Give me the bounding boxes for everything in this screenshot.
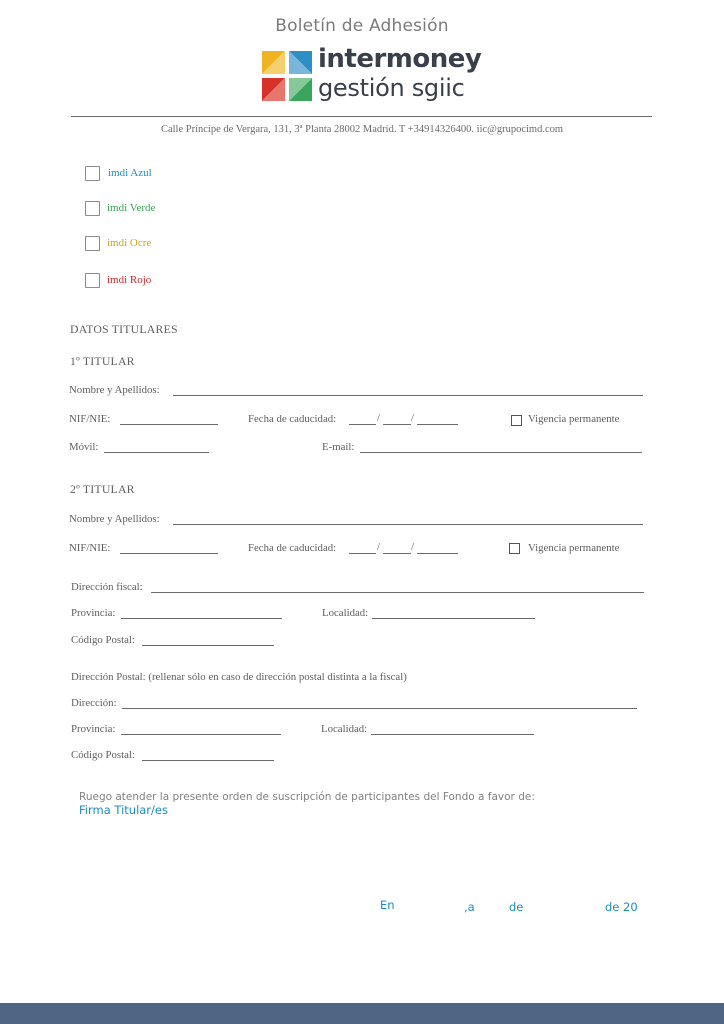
fiscal-provincia-field[interactable] (121, 618, 282, 619)
t2-fecha-slash-2: / (411, 541, 414, 553)
fiscal-localidad-label: Localidad: (322, 607, 369, 619)
document-title: Boletín de Adhesión (275, 16, 449, 36)
fund-checkbox-rojo[interactable] (85, 273, 100, 288)
postal-cp-field[interactable] (142, 760, 274, 761)
t1-nif-field[interactable] (120, 424, 218, 425)
t1-fecha-slash-2: / (411, 412, 414, 424)
postal-provincia-label: Provincia: (71, 723, 116, 735)
direccion-postal-note: Dirección Postal: (rellenar sólo en caso de dirección postal distinta a la fiscal) (71, 671, 407, 683)
t2-vigencia-checkbox[interactable] (509, 543, 520, 554)
brand-name: intermoney (318, 44, 482, 74)
t2-nombre-field[interactable] (173, 524, 643, 525)
t2-nombre-label: Nombre y Apellidos: (69, 513, 160, 525)
postal-localidad-label: Localidad: (321, 723, 368, 735)
direccion-fiscal-field[interactable] (151, 592, 644, 593)
fiscal-provincia-label: Provincia: (71, 607, 116, 619)
t1-vigencia-checkbox[interactable] (511, 415, 522, 426)
t1-movil-field[interactable] (104, 452, 209, 453)
t1-email-field[interactable] (360, 452, 642, 453)
firma-titulares-label: Firma Titular/es (79, 803, 168, 817)
ruego-text: Ruego atender la presente orden de suscripción de participantes del Fondo a favor de: (79, 791, 535, 803)
postal-direccion-field[interactable] (122, 708, 637, 709)
date-de-20-label: de 20 (605, 900, 638, 914)
fund-checkbox-ocre[interactable] (85, 236, 100, 251)
date-a-label: ,a (464, 900, 475, 914)
postal-direccion-label: Dirección: (71, 697, 117, 709)
postal-provincia-field[interactable] (121, 734, 281, 735)
t1-email-label: E-mail: (322, 441, 355, 453)
footer-bar (0, 1003, 724, 1024)
t2-fecha-day-field[interactable] (349, 553, 376, 554)
header-divider (71, 116, 652, 117)
fund-label-azul: imdi Azul (108, 167, 152, 179)
t2-nif-label: NIF/NIE: (69, 542, 111, 554)
section-titular-2: 2º TITULAR (70, 482, 135, 496)
t2-vigencia-label: Vigencia permanente (528, 542, 620, 554)
t1-fecha-label: Fecha de caducidad: (248, 413, 337, 425)
postal-cp-label: Código Postal: (71, 749, 135, 761)
fund-label-rojo: imdi Rojo (107, 274, 152, 286)
intermoney-logo-icon (262, 51, 312, 101)
fiscal-cp-field[interactable] (142, 645, 274, 646)
t1-fecha-year-field[interactable] (417, 424, 458, 425)
t1-movil-label: Móvil: (69, 441, 99, 453)
t1-fecha-slash-1: / (377, 412, 380, 424)
fiscal-cp-label: Código Postal: (71, 634, 135, 646)
t2-fecha-month-field[interactable] (383, 553, 411, 554)
t1-nombre-field[interactable] (173, 395, 643, 396)
t1-fecha-day-field[interactable] (349, 424, 376, 425)
t2-fecha-slash-1: / (377, 541, 380, 553)
direccion-fiscal-label: Dirección fiscal: (71, 581, 143, 593)
section-datos-titulares: DATOS TITULARES (70, 322, 178, 336)
t1-nombre-label: Nombre y Apellidos: (69, 384, 160, 396)
t1-nif-label: NIF/NIE: (69, 413, 111, 425)
place-en-label: En (380, 898, 395, 912)
date-de-label: de (509, 900, 524, 914)
section-titular-1: 1º TITULAR (70, 354, 135, 368)
fiscal-localidad-field[interactable] (372, 618, 535, 619)
company-address: Calle Príncipe de Vergara, 131, 3ª Planta 28002 Madrid. T +34914326400. iic@grupocimd.com (160, 124, 564, 135)
t1-vigencia-label: Vigencia permanente (528, 413, 620, 425)
postal-localidad-field[interactable] (371, 734, 534, 735)
t2-fecha-label: Fecha de caducidad: (248, 542, 337, 554)
fund-checkbox-verde[interactable] (85, 201, 100, 216)
fund-checkbox-azul[interactable] (85, 166, 100, 181)
fund-label-verde: imdi Verde (107, 202, 156, 214)
fund-label-ocre: imdi Ocre (107, 237, 152, 249)
t2-fecha-year-field[interactable] (417, 553, 458, 554)
t2-nif-field[interactable] (120, 553, 218, 554)
brand-subtitle: gestión sgiic (318, 74, 465, 102)
t1-fecha-month-field[interactable] (383, 424, 411, 425)
